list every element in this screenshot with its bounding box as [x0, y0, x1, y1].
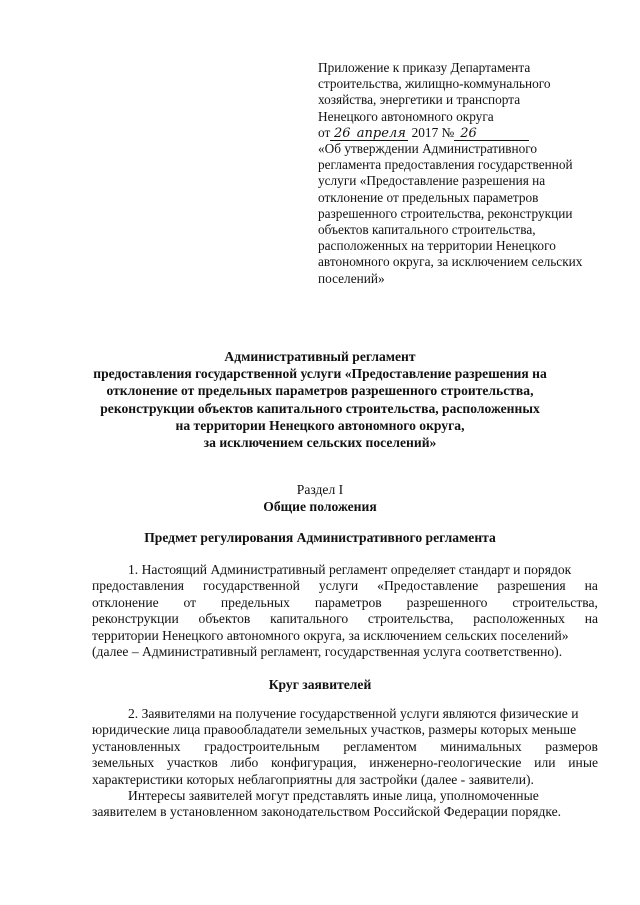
title-line: Административный регламент — [224, 349, 416, 364]
paragraph-line: заявителем в установленном законодательством Российской Федерации порядке. — [92, 804, 562, 820]
word: государственной — [203, 578, 300, 594]
regulation-title — [60, 348, 580, 451]
word: «Предоставление — [377, 578, 479, 594]
paragraph-1 — [92, 562, 598, 660]
paragraph-line: характеристики которых неблагоприятны для застройки (далее - заявители). — [92, 771, 534, 787]
date-year: 2017 — [411, 124, 439, 140]
appendix-subject-line: услуги «Предоставление разрешения на — [318, 173, 546, 189]
word: установленных — [92, 738, 181, 754]
handwritten-month: апреля — [354, 127, 408, 141]
appendix-subject-line: расположенных на территории Ненецкого — [318, 238, 556, 254]
word: от — [183, 594, 197, 610]
word: размеров — [545, 738, 598, 754]
word: либо — [230, 755, 259, 771]
section-title: Общие положения — [263, 499, 377, 514]
order-date-line — [318, 125, 618, 141]
handwritten-number: 26 — [454, 127, 529, 141]
word: инженерно-геологические — [369, 755, 522, 771]
title-line: на территории Ненецкого автономного округа, — [175, 417, 465, 433]
appendix-subject-line: «Об утверждении Административного — [318, 141, 538, 157]
appendix-subject-line: автономного округа, за исключением сельских — [318, 254, 583, 270]
word: отклонение — [92, 594, 159, 610]
title-line: предоставления государственной услуги «Предоставление разрешения на — [93, 366, 547, 382]
word: разрешения — [497, 578, 566, 594]
word: строительства, — [367, 611, 454, 627]
appendix-subject-line: отклонение от предельных параметров — [318, 189, 539, 205]
title-line: реконструкции объектов капитального строительства, расположенных — [100, 400, 540, 416]
paragraph-line: (далее – Административный регламент, государственная услуга соответственно). — [92, 643, 563, 659]
paragraph-line: юридические лица правообладатели земельных участков, размеры которых меньше — [92, 722, 577, 738]
word: услуги — [318, 578, 359, 594]
word: конфигурация, — [271, 755, 357, 771]
appendix-subject-line: объектов капитального строительства, — [318, 222, 536, 238]
appendix-line: строительства, жилищно-коммунального — [318, 76, 551, 92]
appendix-block — [318, 60, 618, 287]
paragraph-line — [92, 595, 598, 611]
word: предоставления — [92, 578, 185, 594]
appendix-line: хозяйства, энергетики и транспорта — [318, 92, 521, 108]
word: расположенных — [473, 611, 565, 627]
word: разрешенного — [406, 594, 488, 610]
title-line: за исключением сельских поселений» — [203, 435, 437, 451]
word: регламентом — [343, 738, 417, 754]
word: или — [534, 755, 556, 771]
section-number: Раздел I — [296, 482, 344, 497]
word: на — [584, 578, 598, 594]
appendix-line: Приложение к приказу Департамента — [318, 60, 531, 75]
word: земельных — [92, 755, 155, 771]
number-sign: № — [441, 124, 455, 140]
paragraph-line — [92, 611, 598, 627]
appendix-line: Ненецкого автономного округа — [318, 108, 494, 124]
paragraph-line: Интересы заявителей могут представлять иные лица, уполномоченные — [128, 787, 539, 803]
appendix-subject-line: разрешенного строительства, реконструкции — [318, 205, 573, 221]
paragraph-line — [92, 755, 598, 771]
appendix-subject-line: поселений» — [318, 270, 385, 286]
handwritten-day: 26 — [330, 127, 354, 141]
appendix-subject-line: регламента предоставления государственной — [318, 157, 573, 173]
word: реконструкции — [92, 611, 179, 627]
word: строительства, — [512, 594, 598, 610]
word: минимальных — [440, 738, 522, 754]
subheading-applicants: Круг заявителей — [268, 677, 372, 692]
paragraph-line — [92, 578, 598, 594]
word: объектов — [198, 611, 251, 627]
word: градостроительным — [204, 738, 320, 754]
paragraph-line: территории Ненецкого автономного округа, за исключением сельских поселений» — [92, 627, 569, 643]
paragraph-line: 1. Настоящий Административный регламент определяет стандарт и порядок — [128, 562, 572, 577]
word: предельных — [220, 594, 290, 610]
paragraph-line: 2. Заявителями на получение государственной услуги являются физические и — [128, 706, 579, 721]
word: капитального — [270, 611, 349, 627]
word: иные — [568, 755, 598, 771]
word: параметров — [314, 594, 382, 610]
word: на — [584, 611, 598, 627]
subheading-subject: Предмет регулирования Административного регламента — [144, 530, 496, 545]
paragraph-line — [92, 739, 598, 755]
date-prefix: от — [318, 124, 331, 140]
title-line: отклонение от предельных параметров разрешенного строительства, — [106, 383, 534, 399]
paragraph-2 — [92, 706, 598, 821]
word: участков — [166, 755, 218, 771]
